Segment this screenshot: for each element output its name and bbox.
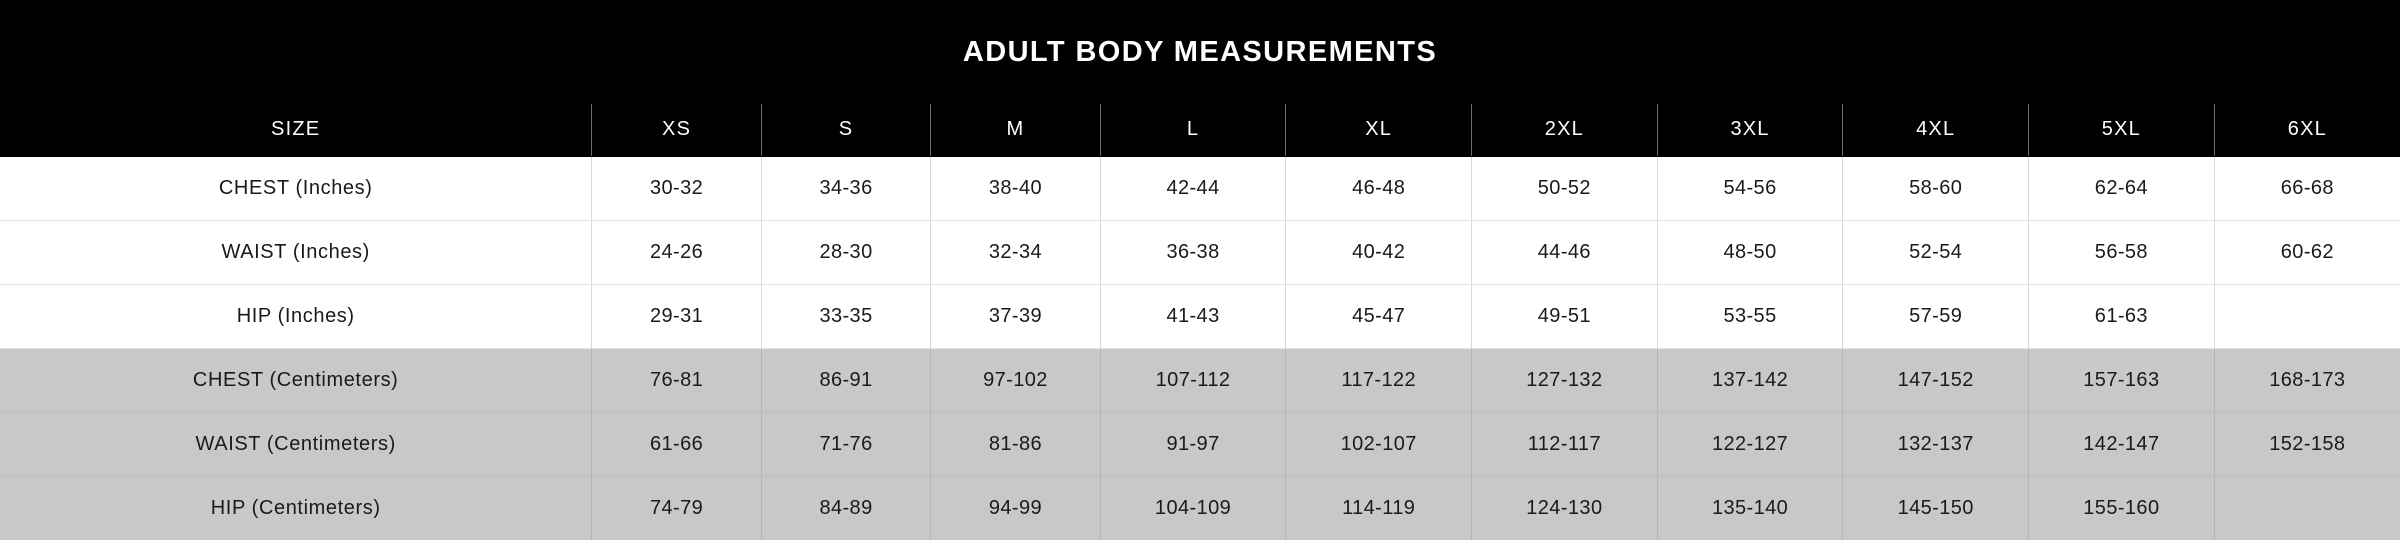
cell-waist-inches-l: 36-38 [1100, 220, 1286, 284]
cell-hip-inches-6xl [2214, 284, 2400, 348]
cell-waist-inches-6xl: 60-62 [2214, 220, 2400, 284]
column-header-s: S [761, 104, 930, 156]
cell-chest-cm-3xl: 137-142 [1657, 348, 1843, 412]
column-header-5xl: 5XL [2029, 104, 2215, 156]
cell-hip-cm-s: 84-89 [761, 476, 930, 540]
cell-chest-cm-s: 86-91 [761, 348, 930, 412]
cell-chest-inches-s: 34-36 [761, 156, 930, 220]
size-measurements-table [0, 104, 2400, 540]
cell-waist-cm-3xl: 122-127 [1657, 412, 1843, 476]
cell-waist-cm-s: 71-76 [761, 412, 930, 476]
cell-waist-inches-2xl: 44-46 [1472, 220, 1658, 284]
cell-chest-inches-l: 42-44 [1100, 156, 1286, 220]
cell-waist-inches-5xl: 56-58 [2029, 220, 2215, 284]
cell-waist-cm-l: 91-97 [1100, 412, 1286, 476]
cell-chest-cm-xs: 76-81 [592, 348, 761, 412]
cell-hip-cm-4xl: 145-150 [1843, 476, 2029, 540]
cell-chest-cm-m: 97-102 [931, 348, 1100, 412]
page-title: ADULT BODY MEASUREMENTS [962, 35, 1438, 68]
cell-waist-cm-m: 81-86 [931, 412, 1100, 476]
cell-chest-cm-l: 107-112 [1100, 348, 1286, 412]
cell-hip-cm-6xl [2214, 476, 2400, 540]
table-row [0, 476, 2400, 540]
cell-hip-cm-3xl: 135-140 [1657, 476, 1843, 540]
cell-chest-inches-5xl: 62-64 [2029, 156, 2215, 220]
cell-hip-cm-xl: 114-119 [1286, 476, 1472, 540]
cell-hip-cm-5xl: 155-160 [2029, 476, 2215, 540]
cell-waist-inches-xl: 40-42 [1286, 220, 1472, 284]
cell-waist-inches-xs: 24-26 [592, 220, 761, 284]
cell-waist-inches-4xl: 52-54 [1843, 220, 2029, 284]
cell-chest-inches-m: 38-40 [931, 156, 1100, 220]
row-label-waist-centimeters: WAIST (Centimeters) [0, 412, 592, 476]
cell-hip-inches-l: 41-43 [1100, 284, 1286, 348]
column-header-m: M [931, 104, 1100, 156]
column-header-6xl: 6XL [2214, 104, 2400, 156]
cell-hip-cm-2xl: 124-130 [1472, 476, 1658, 540]
cell-chest-inches-xs: 30-32 [592, 156, 761, 220]
cell-chest-cm-4xl: 147-152 [1843, 348, 2029, 412]
column-header-2xl: 2XL [1472, 104, 1658, 156]
cell-waist-cm-6xl: 152-158 [2214, 412, 2400, 476]
column-header-4xl: 4XL [1843, 104, 2029, 156]
table-body [0, 156, 2400, 540]
row-label-hip-centimeters: HIP (Centimeters) [0, 476, 592, 540]
cell-chest-inches-3xl: 54-56 [1657, 156, 1843, 220]
column-header-size: SIZE [0, 104, 592, 156]
cell-hip-cm-m: 94-99 [931, 476, 1100, 540]
table-header-row [0, 104, 2400, 156]
cell-hip-inches-2xl: 49-51 [1472, 284, 1658, 348]
cell-hip-inches-xs: 29-31 [592, 284, 761, 348]
column-header-xs: XS [592, 104, 761, 156]
cell-chest-cm-5xl: 157-163 [2029, 348, 2215, 412]
table-head [0, 104, 2400, 156]
row-label-waist-inches: WAIST (Inches) [0, 220, 592, 284]
cell-chest-cm-xl: 117-122 [1286, 348, 1472, 412]
table-row [0, 156, 2400, 220]
cell-waist-inches-3xl: 48-50 [1657, 220, 1843, 284]
cell-hip-inches-4xl: 57-59 [1843, 284, 2029, 348]
cell-chest-inches-4xl: 58-60 [1843, 156, 2029, 220]
cell-hip-inches-m: 37-39 [931, 284, 1100, 348]
row-label-chest-centimeters: CHEST (Centimeters) [0, 348, 592, 412]
cell-waist-cm-xs: 61-66 [592, 412, 761, 476]
row-label-hip-inches: HIP (Inches) [0, 284, 592, 348]
cell-hip-inches-3xl: 53-55 [1657, 284, 1843, 348]
column-header-3xl: 3XL [1657, 104, 1843, 156]
cell-waist-cm-4xl: 132-137 [1843, 412, 2029, 476]
table-row [0, 412, 2400, 476]
row-label-chest-inches: CHEST (Inches) [0, 156, 592, 220]
cell-chest-inches-2xl: 50-52 [1472, 156, 1658, 220]
cell-waist-cm-xl: 102-107 [1286, 412, 1472, 476]
table-row [0, 284, 2400, 348]
cell-hip-inches-5xl: 61-63 [2029, 284, 2215, 348]
cell-waist-inches-m: 32-34 [931, 220, 1100, 284]
table-row [0, 220, 2400, 284]
cell-waist-cm-5xl: 142-147 [2029, 412, 2215, 476]
cell-chest-inches-6xl: 66-68 [2214, 156, 2400, 220]
cell-waist-cm-2xl: 112-117 [1472, 412, 1658, 476]
cell-chest-cm-6xl: 168-173 [2214, 348, 2400, 412]
cell-chest-cm-2xl: 127-132 [1472, 348, 1658, 412]
chart-title-bar [0, 0, 2400, 104]
cell-hip-inches-s: 33-35 [761, 284, 930, 348]
cell-hip-cm-l: 104-109 [1100, 476, 1286, 540]
column-header-l: L [1100, 104, 1286, 156]
table-row [0, 348, 2400, 412]
cell-hip-cm-xs: 74-79 [592, 476, 761, 540]
cell-waist-inches-s: 28-30 [761, 220, 930, 284]
cell-chest-inches-xl: 46-48 [1286, 156, 1472, 220]
cell-hip-inches-xl: 45-47 [1286, 284, 1472, 348]
column-header-xl: XL [1286, 104, 1472, 156]
